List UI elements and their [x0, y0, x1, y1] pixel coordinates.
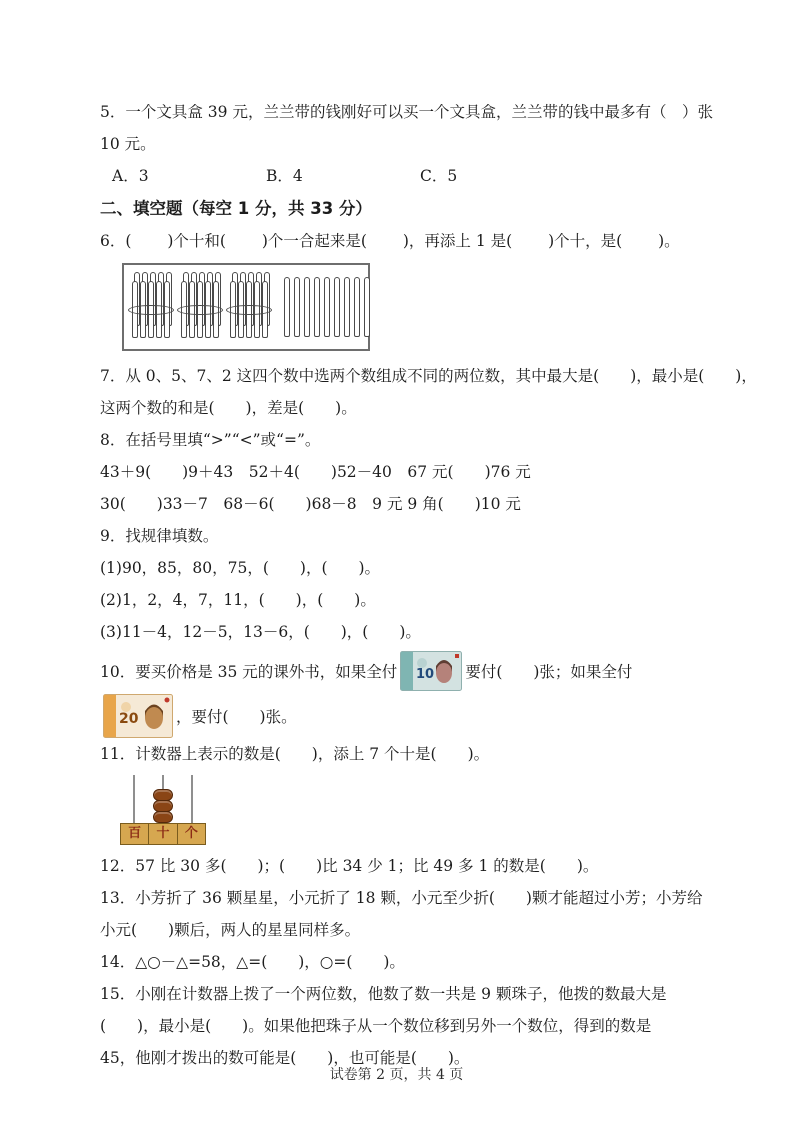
- abacus-bead: [153, 789, 173, 801]
- stick: [334, 277, 340, 337]
- question-9-item-1: (1)90，85，80，75，( )，( )。: [100, 559, 381, 577]
- bundle-band: [128, 305, 174, 315]
- abacus-bead: [153, 811, 173, 823]
- page-footer: 试卷第 2 页，共 4 页: [329, 1067, 464, 1083]
- sticks-illustration: [122, 263, 370, 351]
- question-10-part-3: ，要付( )张。: [176, 707, 297, 726]
- abacus-rod-ones: [191, 775, 193, 823]
- question-13-line-2: 小元( )颗后，两人的星星同样多。: [100, 921, 361, 939]
- stick: [284, 277, 290, 337]
- abacus-base: [120, 823, 206, 845]
- abacus-image: [120, 773, 206, 845]
- question-15-line-2: ( )，最小是( )。如果他把珠子从一个数位移到另外一个数位，得到的数是: [100, 1017, 652, 1035]
- single-sticks: [284, 277, 370, 337]
- question-9-item-3: (3)11－4，12－5，13－6，( )，( )。: [100, 623, 421, 641]
- question-6-line: 6．( )个十和( )个一合起来是( )，再添上 1 是( )个十，是( )。: [100, 232, 680, 250]
- abacus-label-tens: 十: [148, 823, 177, 845]
- question-15-line-1: 15．小刚在计数器上拨了一个两位数，他数了数一共是 9 颗珠子，他拨的数最大是: [100, 985, 667, 1003]
- question-14-line: 14．△○－△=58，△=( )，○=( )。: [100, 953, 405, 971]
- question-10-part-1: 10．要买价格是 35 元的课外书，如果全付: [100, 662, 398, 681]
- question-9-intro: 9．找规律填数。: [100, 527, 219, 545]
- question-7-line-2: 这两个数的和是( )，差是( )。: [100, 399, 357, 417]
- stick-bundle: [179, 270, 223, 342]
- abacus-label-ones: 个: [177, 823, 206, 845]
- option-c: C．5: [420, 167, 458, 185]
- question-15-line-3: 45，他刚才拨出的数可能是( )，也可能是( )。: [100, 1049, 470, 1067]
- question-13-line-1: 13．小芳折了 36 颗星星，小元折了 18 颗，小元至少折( )颗才能超过小芳；小芳给: [100, 889, 703, 907]
- question-12-line: 12．57 比 30 多( )；( )比 34 少 1；比 49 多 1 的数是( )。: [100, 857, 599, 875]
- stick-bundle: [130, 270, 174, 342]
- question-10-line-2: [100, 693, 697, 738]
- option-a: A．3: [112, 167, 149, 185]
- abacus-bead: [153, 800, 173, 812]
- portrait-face: [436, 663, 452, 683]
- note-denomination-20: 20: [119, 710, 139, 727]
- question-5-line-2: 10 元。: [100, 135, 156, 153]
- stick: [314, 277, 320, 337]
- abacus-label-hundreds: 百: [120, 823, 149, 845]
- question-7-line-1: 7．从 0、5、7、2 这四个数中选两个数组成不同的两位数，其中最大是( )，最小是( )，: [100, 367, 757, 385]
- 20-yuan-note-image: [103, 694, 173, 738]
- option-b: B．4: [266, 167, 303, 185]
- abacus-rod-hundreds: [133, 775, 135, 823]
- stick: [354, 277, 360, 337]
- question-11-line: 11．计数器上表示的数是( )，添上 7 个十是( )。: [100, 745, 490, 763]
- stick: [294, 277, 300, 337]
- section-2-title: 二、填空题（每空 1 分，共 33 分）: [100, 199, 372, 218]
- question-9-item-2: (2)1，2，4，7，11，( )，( )。: [100, 591, 376, 609]
- bundle-band: [177, 305, 223, 315]
- note-denomination-10: 10: [416, 666, 435, 682]
- stick: [304, 277, 310, 337]
- question-10-line-1: [100, 648, 697, 693]
- question-5-options: [100, 160, 697, 192]
- stick: [344, 277, 350, 337]
- question-8-row-1: 43＋9( )9＋43 52＋4( )52－40 67 元( )76 元: [100, 463, 531, 481]
- bundle-band: [226, 305, 272, 315]
- stick: [364, 277, 370, 337]
- question-10-part-2: 要付( )张；如果全付: [465, 662, 633, 681]
- stick-bundles: [130, 270, 272, 342]
- question-8-intro: 8．在括号里填“>”“<”或“=”。: [100, 431, 321, 449]
- stick-bundle: [228, 270, 272, 342]
- question-5-line-1: 5．一个文具盒 39 元，兰兰带的钱刚好可以买一个文具盒，兰兰带的钱中最多有（ ）张: [100, 103, 713, 121]
- portrait-face: [145, 707, 163, 729]
- question-8-row-2: 30( )33－7 68－6( )68－8 9 元 9 角( )10 元: [100, 495, 521, 513]
- stick: [324, 277, 330, 337]
- 10-yuan-note-image: [400, 651, 462, 691]
- abacus-rod-tens: [162, 775, 164, 823]
